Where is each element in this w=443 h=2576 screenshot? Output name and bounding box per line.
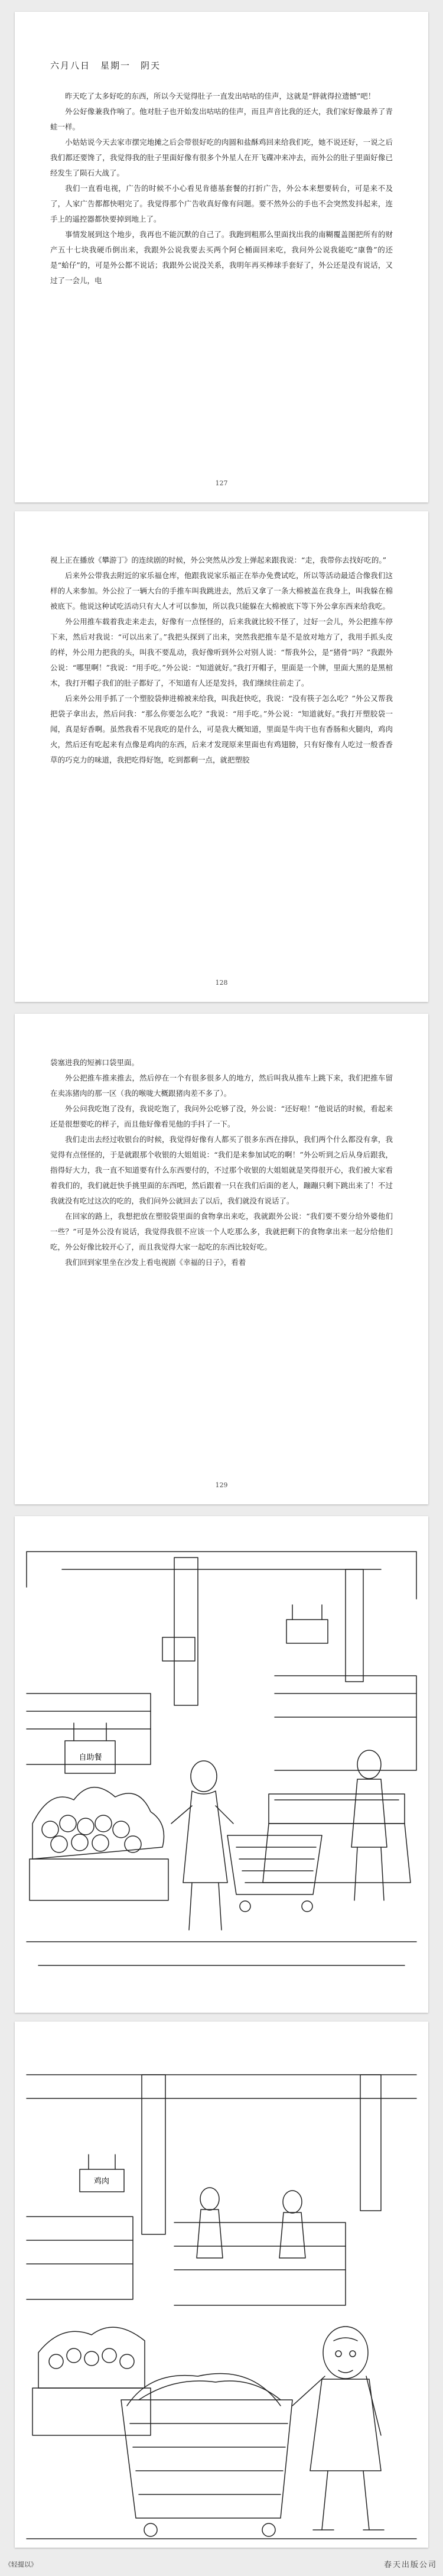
price-tag-label: 鸡肉 bbox=[93, 2177, 110, 2186]
diary-date-heading: 六月八日 星期一 阴天 bbox=[50, 60, 161, 71]
page-number: 129 bbox=[215, 1481, 228, 1489]
page-body bbox=[50, 89, 393, 288]
grandpa-cart-illustration bbox=[15, 2022, 428, 2548]
paragraph: 外公问我吃饱了没有，我说吃饱了，我问外公吃够了没，外公说：“还好啦！”他说话的时候，看起来还是很想要吃的样子，而且他好像看见他的手抖了一下。 bbox=[50, 1104, 393, 1128]
illustration-page-grandpa-cart bbox=[15, 2022, 428, 2548]
paragraph: 昨天吃了太多好吃的东西，所以今天觉得肚子一直发出咕咕的佳声，这就是“胖就得拉遗憾”吧！ bbox=[65, 92, 376, 100]
page-number: 127 bbox=[215, 479, 228, 487]
paragraph: 在回家的路上，我想把放在塑胶袋里面的食物拿出来吃，我就跟外公说：“我们要不要分给外婆他们一些？”可是外公没有说话，我觉得我很不应该一个人吃那么多，我就把剩下的食物拿出来一起分给他们吃，外公好像比较开心了，而且我觉得大家一起吃的东西比较好吃。 bbox=[50, 1212, 393, 1251]
paragraph: 我们走出去经过收银台的时候，我觉得好像有人都买了很多东西在排队，我们两个什么都没有拿，我觉得有点怪怪的，于是就跟那个收银的大姐姐说：“我们是来参加试吃的啊！”外公听到之后从身后跟我，指得好大力，我一直不知道要有什么东西要付的，不过那个收银的大姐姐就是笑得很开心，我们被大家看着我们的，我们就赶快手挑里面的东西吧，然后跟着一只在我们后面的老人，蹦蹦只剩下跳出来了！不过我就没有吃过这次的吃的，我们问外公就回去了以后，我们就没有说话了。 bbox=[50, 1135, 393, 1205]
paragraph: 我们回到家里坐在沙发上看电视剧《幸福的日子》，看着 bbox=[65, 1258, 246, 1267]
paragraph: 后来外公用手抓了一个塑胶袋伸进棉被来给我，叫我赶快吃，我说：“没有筷子怎么吃？”外公又帮我把袋子拿出去，然后问我：“那么你要怎么吃？”我说：“用手吃。”外公说：“知道就好。”我打开塑胶袋一闻，真是好香啊。虽然我看不见我吃的是什么，可是我大概知道，里面是牛肉干也有香肠和火腿肉，鸡肉火，然后还有吃起来有点像是鸡肉的东西，后来才发现原来里面也有鸡翅膀，只有好像有人吃过一般香香草的巧克力的味道，我把吃得好饱，吃到都剩一点，就把塑胶 bbox=[50, 694, 393, 764]
book-footer bbox=[0, 2552, 443, 2576]
paragraph: 袋塞进我的短裤口袋里面。 bbox=[50, 1058, 139, 1067]
illustration-page-supermarket bbox=[15, 1516, 428, 2013]
paragraph: 外公把推车推来推去，然后停在一个有很多很多人的地方，然后叫我从推车上跳下来，我们把推车留在卖冻猪肉的那一区（我的喉咙大概跟猪肉差不多了）。 bbox=[50, 1073, 393, 1098]
book-page-127 bbox=[15, 12, 428, 502]
produce-sign-label: 自助餐 bbox=[79, 1753, 102, 1762]
paragraph: 我们一直看电视，广告的时候不小心看见肯德基套餐的打折广告，外公本来想要转台，可是来不及了，人家广告都都快唱完了。我觉得那个广告收真好像有问题。要不然外公的手也不会突然发抖起来，连手上的遥控器都快要掉到地上了。 bbox=[50, 184, 393, 223]
paragraph: 小姑姑说今天去家市摆完地摊之后会带很好吃的肉圆和盐酥鸡回来给我们吃，她不说还好，一说之后我们都还要馋了，我觉得我的肚子里面好像有很多个外星人在开飞碟冲来冲去，而外公的肚子里面好像已经发生了陨石大战了。 bbox=[50, 138, 393, 177]
paragraph: 外公好像兼我作响了。他对肚子也开始发出咕咕的佳声，而且声音比我的还大，我们家好像最养了青蛙一样。 bbox=[50, 107, 393, 131]
book-title: 《轻提以》 bbox=[5, 2561, 37, 2568]
paragraph: 外公用推车载着我走来走去，好像有一点怪怪的，后来我就比较不怪了，过好一会儿，外公把推车停下来，然后对我说：“可以出来了。”我把头探到了出来，突然我把推车是不是放对地方了，我用手抓头皮的样，外公用力把我的头，叫我不要乱动，我好像听到外公对别人说：“帮我外公，是“猪骨”吗？”我跟外公说：“哪里啊！”我说：“用手吃。”外公说：“知道就好。”我打开帽子，里面是一个牌，里面大黑的是黑棺木，我打开帽子我们的肚子都好了，不知道有人还是发抖，我们继续往前走了。 bbox=[50, 617, 393, 687]
paragraph: 后来外公带我去附近的家乐福仓库，他跟我说家乐福正在举办免费试吃，所以等活动最适合像我们这样的人来参加。外公拉了一辆大台的手推车叫我跳进去，然后又拿了一条大棉被盖在我身上，叫我躲在棉被底下。他说这种试吃活动只有大人才可以参加，所以我只能躲在大棉被底下等下外公拿东西来给我吃。 bbox=[50, 571, 393, 611]
page-body bbox=[50, 1055, 393, 1270]
paragraph: 事情发展到这个地步，我再也不能沉默的自己了。我跑到粗那么里面找出我的南糊覆盖图把所有的财产五十七块我硬币倒出来，我跟外公说我要去买两个阿仑桶面回来吃，我问外公说我能吃“康鲁”的还是“蛤仔”的，可是外公都不说话；我跟外公说没关系，我明年再买棒球手套好了，外公还是没有说话，又过了一会儿，电 bbox=[50, 230, 393, 285]
page-number: 128 bbox=[215, 979, 228, 987]
page-body bbox=[50, 553, 393, 768]
publisher-logo: 春天出版公司 bbox=[383, 2561, 437, 2569]
paragraph: 视上正在播放《攀游丁》的连续剧的时候，外公突然从沙发上弹起来跟我说：“走，我带你去找好吃的。” bbox=[50, 556, 387, 564]
supermarket-aisle-illustration bbox=[15, 1516, 428, 2013]
book-page-128 bbox=[15, 511, 428, 1002]
book-page-129 bbox=[15, 1014, 428, 1504]
